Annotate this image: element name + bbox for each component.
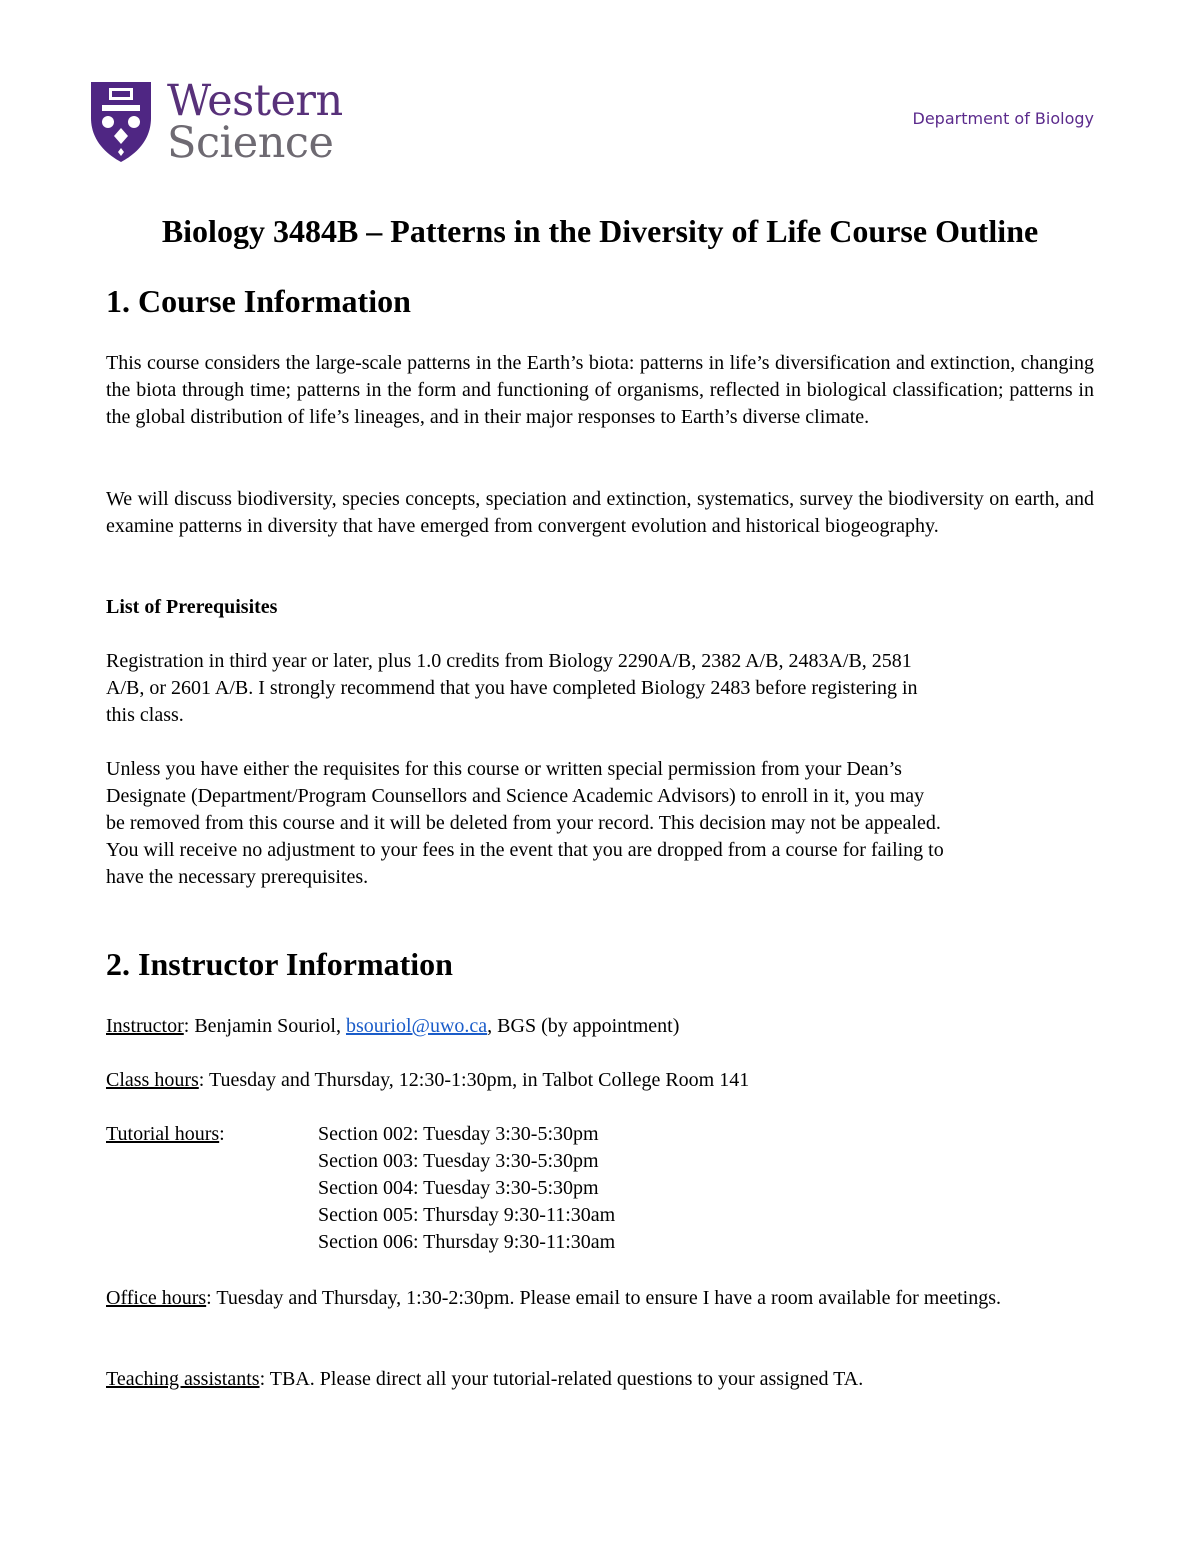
instructor-location: , BGS (by appointment) bbox=[487, 1015, 680, 1037]
prerequisites-line: this class. bbox=[106, 704, 184, 726]
logo-word-western: Western bbox=[167, 76, 343, 126]
document-title: Biology 3484B – Patterns in the Diversity of Life Course Outline bbox=[161, 213, 1039, 249]
prerequisites-heading: List of Prerequisites bbox=[106, 596, 278, 618]
tutorial-hours-label-wrap bbox=[106, 1121, 225, 1148]
instructor-name: : Benjamin Souriol, bbox=[183, 1015, 346, 1037]
teaching-assistants-line bbox=[106, 1366, 1094, 1393]
university-crest-icon bbox=[88, 78, 154, 164]
prerequisite-warning-paragraph bbox=[106, 756, 1094, 891]
logo-word-science: Science bbox=[167, 118, 334, 168]
section-heading-instructor-information: 2. Instructor Information bbox=[106, 946, 453, 982]
tutorial-section-item: Section 006: Thursday 9:30-11:30am bbox=[318, 1231, 616, 1253]
western-science-logo bbox=[88, 78, 348, 168]
prerequisites-paragraph bbox=[106, 648, 1094, 729]
instructor-line bbox=[106, 1013, 1094, 1040]
warning-line: You will receive no adjustment to your fees in the event that you are dropped from a course for failing to bbox=[106, 839, 944, 861]
office-hours-value: : Tuesday and Thursday, 1:30-2:30pm. Please email to ensure I have a room available for meetings. bbox=[206, 1287, 1001, 1309]
tutorial-hours-colon: : bbox=[219, 1123, 225, 1145]
warning-line: Unless you have either the requisites for this course or written special permission from your Dean’s bbox=[106, 758, 902, 780]
prerequisites-line: A/B, or 2601 A/B. I strongly recommend that you have completed Biology 2483 before registering in bbox=[106, 677, 918, 699]
office-hours-label: Office hours bbox=[106, 1287, 207, 1309]
tutorial-sections-list bbox=[318, 1121, 615, 1256]
office-hours-line bbox=[106, 1285, 1094, 1312]
tutorial-section-item: Section 005: Thursday 9:30-11:30am bbox=[318, 1204, 616, 1226]
tutorial-section-item: Section 004: Tuesday 3:30-5:30pm bbox=[318, 1177, 599, 1199]
warning-line: Designate (Department/Program Counsellors and Science Academic Advisors) to enroll in it, you may bbox=[106, 785, 925, 807]
tutorial-section-item: Section 002: Tuesday 3:30-5:30pm bbox=[318, 1123, 599, 1145]
course-description-paragraph: This course considers the large-scale patterns in the Earth’s biota: patterns in life’s diversification and extinction, changing the biota through time; patterns in the form and functioning of organisms, reflected in biological classification; patterns in the global distribution of life’s lineages, and in their major responses to Earth’s diverse climate. bbox=[106, 352, 1094, 428]
prerequisites-line: Registration in third year or later, plus 1.0 credits from Biology 2290A/B, 2382 A/B, 2483A/B, 2581 bbox=[106, 650, 912, 672]
instructor-email-link[interactable]: bsouriol@uwo.ca bbox=[345, 1015, 488, 1037]
class-hours-label: Class hours bbox=[106, 1069, 199, 1091]
department-name: Department of Biology bbox=[912, 109, 1094, 128]
course-topics-paragraph: We will discuss biodiversity, species concepts, speciation and extinction, systematics, survey the biodiversity on earth, and examine patterns in diversity that have emerged from convergent evolution and historical biogeography. bbox=[106, 488, 1094, 537]
tutorial-section-item: Section 003: Tuesday 3:30-5:30pm bbox=[318, 1150, 599, 1172]
warning-line: have the necessary prerequisites. bbox=[106, 866, 369, 888]
instructor-label: Instructor bbox=[106, 1015, 184, 1037]
tutorial-hours-label: Tutorial hours bbox=[106, 1123, 220, 1145]
warning-line: be removed from this course and it will be deleted from your record. This decision may not be appealed. bbox=[106, 812, 941, 834]
class-hours-value: : Tuesday and Thursday, 12:30-1:30pm, in Talbot College Room 141 bbox=[198, 1069, 750, 1091]
class-hours-line bbox=[106, 1067, 1094, 1094]
section-heading-course-information: 1. Course Information bbox=[106, 283, 411, 319]
teaching-assistants-value: : TBA. Please direct all your tutorial-related questions to your assigned TA. bbox=[259, 1368, 864, 1390]
teaching-assistants-label: Teaching assistants bbox=[106, 1368, 260, 1390]
